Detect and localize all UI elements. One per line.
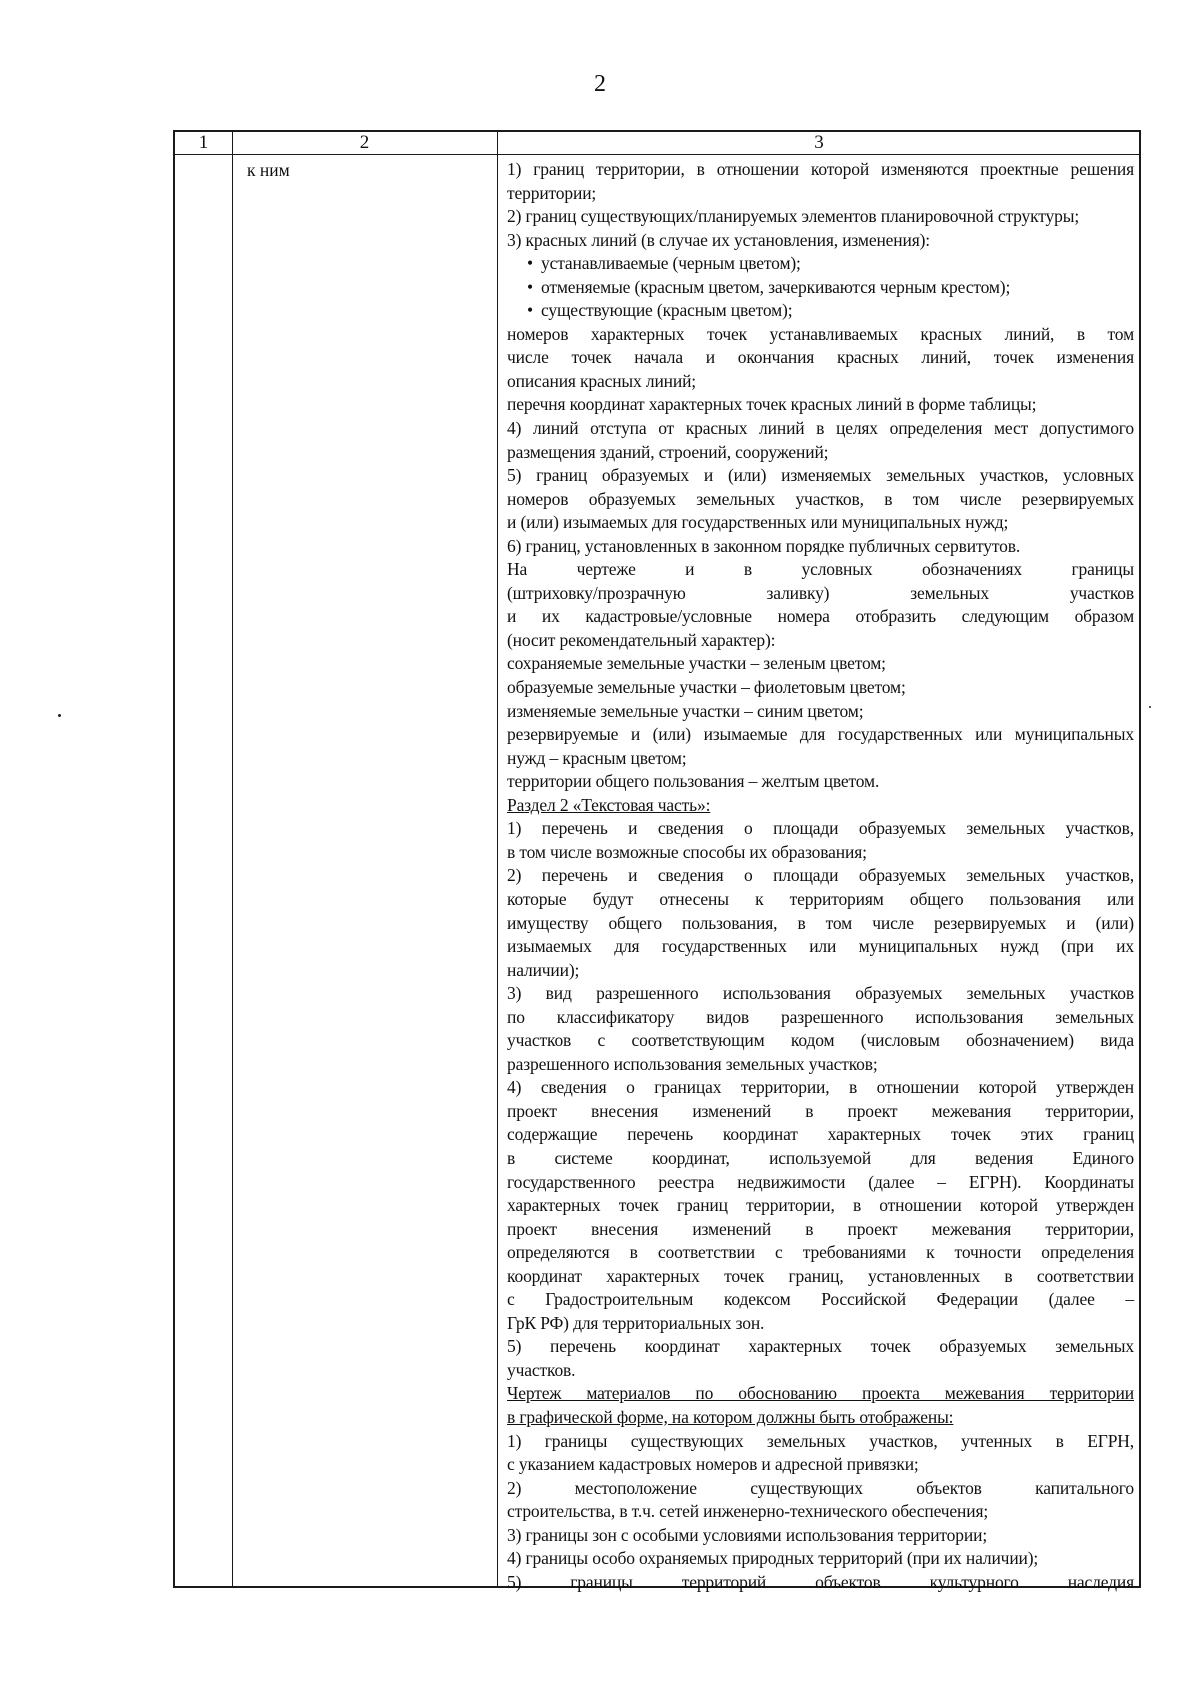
bullet-item [507,299,1134,323]
bullet-text: отменяемые (красным цветом, зачеркиваются черным крестом); [541,276,1011,297]
text-line: 1) границы существующих земельных участков, учтенных в ЕГРН, [507,1430,1134,1451]
section-heading-line: в графической форме, на котором должны быть отображены: [507,1406,954,1427]
text-line: участков. [507,1359,576,1380]
text-line: содержащие перечень координат характерных точек этих границ [507,1124,1134,1145]
text-line: 2) местоположение существующих объектов капитального [507,1477,1134,1498]
text-line: имуществу общего пользования, в том числе резервируемых и (или) [507,912,1134,933]
text-line: 2) границ существующих/планируемых элементов планировочной структуры; [507,206,1080,227]
text-line: сохраняемые земельные участки – зеленым цветом; [507,653,886,674]
text-line: 5) границы территорий объектов культурного наследия [507,1571,1134,1592]
text-line: образуемые земельные участки – фиолетовым цветом; [507,677,906,698]
table-cell-col2: к ним [247,160,290,180]
column-divider [497,132,498,1586]
text-line: проект внесения изменений в проект межевания территории, [507,1100,1134,1121]
text-line: перечня координат характерных точек красных линий в форме таблицы; [507,394,1037,415]
bullet-item [507,276,1134,300]
text-line: 1) перечень и сведения о площади образуемых земельных участков, [507,818,1134,839]
text-line: в том числе возможные способы их образования; [507,841,867,862]
text-line: 2) перечень и сведения о площади образуемых земельных участков, [507,865,1134,886]
scan-speck [1149,706,1151,708]
scan-speck [58,714,61,717]
text-line: ГрК РФ) для территориальных зон. [507,1312,765,1333]
text-line: определяются в соответствии с требованиями к точности определения [507,1242,1134,1263]
text-line: 5) границ образуемых и (или) изменяемых земельных участков, условных [507,465,1134,486]
text-line: территории; [507,182,597,203]
text-line: наличии); [507,959,580,980]
text-line: (носит рекомендательный характер): [507,629,776,650]
text-line: резервируемые и (или) изымаемые для государственных или муниципальных [507,724,1134,745]
section-heading-line: Чертеж материалов по обоснованию проекта межевания территории [507,1383,1134,1404]
text-line: На чертеже и в условных обозначениях границы [507,559,1134,580]
text-line: 1) границ территории, в отношении которой изменяются проектные решения [507,159,1134,179]
text-line: характерных точек границ территории, в отношении которой утвержден [507,1195,1134,1216]
text-line: номеров образуемых земельных участков, в том числе резервируемых [507,488,1134,509]
text-line: в системе координат, используемой для ведения Единого [507,1147,1134,1168]
requirements-table [173,130,1141,1592]
text-line: по классификатору видов разрешенного использования земельных [507,1006,1134,1027]
text-line: 4) сведения о границах территории, в отношении которой утвержден [507,1077,1134,1098]
text-line: и их кадастровые/условные номера отобразить следующим образом [507,606,1134,627]
text-line: 5) перечень координат характерных точек образуемых земельных [507,1336,1134,1357]
text-line: 4) линий отступа от красных линий в целях определения мест допустимого [507,418,1134,439]
section-heading-line: Раздел 2 «Текстовая часть»: [507,794,711,815]
text-line: с указанием кадастровых номеров и адресной привязки; [507,1454,919,1475]
text-line: изменяемые земельные участки – синим цветом; [507,700,864,721]
text-line: проект внесения изменений в проект межевания территории, [507,1218,1134,1239]
bullet-icon: • [527,276,533,297]
column-header-3: 3 [814,132,824,153]
text-line: государственного реестра недвижимости (далее – ЕГРН). Координаты [507,1171,1134,1192]
bullet-text: устанавливаемые (черным цветом); [541,253,801,274]
text-line: территории общего пользования – желтым цветом. [507,771,880,792]
bullet-item [507,252,1134,276]
bullet-icon: • [527,253,533,274]
bullet-icon: • [527,300,533,321]
text-line: 3) границы зон с особыми условиями использования территории; [507,1524,988,1545]
text-line: 3) вид разрешенного использования образуемых земельных участков [507,983,1134,1004]
text-line: 4) границы особо охраняемых природных территорий (при их наличии); [507,1548,1039,1569]
text-line: с Градостроительным кодексом Российской Федерации (далее – [507,1289,1134,1310]
text-line: числе точек начала и окончания красных линий, точек изменения [507,347,1134,368]
text-line: номеров характерных точек устанавливаемых красных линий, в том [507,323,1134,344]
text-line: (штриховку/прозрачную заливку) земельных участков [507,582,1134,603]
text-line: размещения зданий, строений, сооружений; [507,441,829,462]
text-line: участков с соответствующим кодом (числовым обозначением) вида [507,1030,1134,1051]
text-line: 6) границ, установленных в законном порядке публичных сервитутов. [507,535,1021,556]
bullet-text: существующие (красным цветом); [541,300,793,321]
text-line: разрешенного использования земельных участков; [507,1053,878,1074]
text-line: строительства, в т.ч. сетей инженерно-технического обеспечения; [507,1501,989,1522]
column-header-1: 1 [198,132,209,153]
column-header-2: 2 [359,132,370,153]
header-divider [175,154,1139,155]
text-line: описания красных линий; [507,370,697,391]
text-line: изымаемых для государственных или муниципальных нужд (при их [507,936,1134,957]
page-number: 2 [594,71,606,97]
text-line: которые будут отнесены к территориям общего пользования или [507,888,1134,909]
column-divider [232,132,233,1586]
text-line: координат характерных точек границ, установленных в соответствии [507,1265,1134,1286]
table-cell-col3 [507,158,1134,1594]
text-line: и (или) изымаемых для государственных или муниципальных нужд; [507,512,1009,533]
text-line: нужд – красным цветом; [507,747,687,768]
text-line: 3) красных линий (в случае их установления, изменения): [507,229,931,250]
